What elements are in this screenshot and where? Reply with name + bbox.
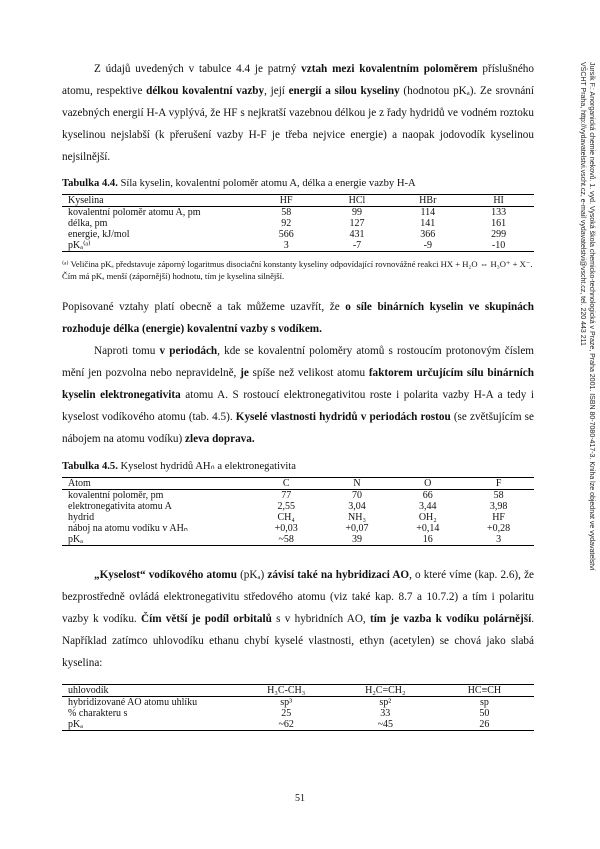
table-cell: 92 [281,218,292,229]
table-cell: ~58 [251,534,322,546]
table-cell: +0,07 [345,523,369,534]
table-cell: 3 [251,240,322,252]
paragraph-binary-acids [62,296,534,340]
table-cell: energie, kJ/mol [68,229,130,240]
table-header-cell: HF [251,195,322,207]
bold-text-run: Čím větší je podíl orbitalů [141,613,272,625]
table-row [62,719,534,731]
table-header-cell: Atom [62,478,251,490]
table-row [62,512,534,523]
table-header-cell: HC≡CH [435,685,534,697]
bold-text-run: „Kyselost“ vodíkového atomu [94,569,237,581]
table-cell: 39 [322,534,393,546]
publisher-sidebar [574,62,596,582]
table-cell: % charakteru s [68,708,128,719]
page-content [62,58,534,731]
table-cell: +0,03 [274,523,298,534]
text-run: Popisované vztahy platí obecně a tak můžeme uzavřít, že [62,301,346,313]
text-run: (se zvětšujícím se nábojem na atomu vodíku) [62,411,535,445]
table-cell: 33 [380,708,391,719]
table-cell: sp [479,697,489,708]
table-row [62,708,534,719]
table-cell: 133 [491,207,507,218]
table-cell: 431 [349,229,365,240]
table-cell: 50 [479,708,490,719]
table-cell: 3,04 [348,501,366,512]
table-cell: CH₄ [277,512,295,523]
table-cell: pKₐ [62,719,237,731]
table-cell: 114 [420,207,436,218]
intro-paragraph [62,58,534,168]
table-cell: 99 [351,207,362,218]
text-run: , kde se kovalentní poloměry atomů s rostoucím protonovým číslem mění jen pozvolna nebo nepravidelně, [62,345,534,379]
table-header-cell: HBr [392,195,463,207]
text-run: , o které víme (kap. 2.6), že bezprostředně ovládá elektronegativitu středového atomu (viz také kap. 8.7 a 10.7.2) a tím i polaritu vazby k vodíku. [62,569,534,625]
page-number: 51 [295,793,305,804]
bold-text-run: zleva doprava. [185,433,255,445]
table-header-cell: uhlovodík [62,685,237,697]
table-cell: OH₂ [418,512,437,523]
table-header-cell: H₂C=CH₂ [336,685,435,697]
table-cell: 66 [422,490,433,501]
table-row [62,229,534,240]
text-run: . Například zatímco uhlovodíku ethanu chybí kyselé vlastnosti, ethyn (acetylen) se chová jako slabá kyselina: [62,613,534,669]
table-cell: sp² [379,697,392,708]
table-cell: 3 [463,534,534,546]
table-cell: 77 [281,490,292,501]
table-row [62,240,534,252]
table-4-4 [62,194,534,252]
table-cell: hydrid [68,512,95,523]
publisher-sidebar-text: Jursík F.: Anorganická chemie nekovů. 1. vyd. Vysoká škola chemicko-technologická v Praze, Praha 2001. ISBN 80-7080-417-3. Kniha lze objednat ve vydavatelství VŠCHT Praha, http://vydavatelstvi.vscht.cz, e-mail vydavatelstvi@vscht.cz, tel. 220 443 211 [579,62,595,571]
table-cell: +0,28 [487,523,511,534]
table-cell: hybridizované AO atomu uhlíku [68,697,198,708]
table-cell: náboj na atomu vodíku v AHₙ [68,523,188,534]
bold-text-run: vztah mezi kovalentním poloměrem [301,63,478,75]
text-run: Z údajů uvedených v tabulce 4.4 je patrný [94,63,302,75]
table-cell: -10 [463,240,534,252]
text-run: atomu A. S rostoucí elektronegativitou roste i polarita vazby H-A a tedy i kyselost vodíkového atomu (tab. 4.5). [62,389,535,423]
table-cell: 58 [493,490,504,501]
table-row [62,534,534,546]
table-header-cell: C [251,478,322,490]
table-header-cell: H₃C-CH₃ [237,685,336,697]
table-cell: -9 [392,240,463,252]
caption-text: Síla kyselin, kovalentní poloměr atomu A, délka a energie vazby H-A [117,178,416,189]
text-run: spíše než velikost atomu [248,367,369,379]
table-4-4-caption [62,178,534,189]
table-cell: délka, pm [68,218,108,229]
paragraph-periods [62,340,534,450]
table-header-cell: F [463,478,534,490]
table-cell: 70 [351,490,362,501]
bold-text-run: v periodách [159,345,218,357]
table-cell: 25 [281,708,292,719]
table-cell: 566 [278,229,294,240]
table-cell: pKₐ⁽ᵃ⁾ [62,240,251,252]
table-row [62,490,534,502]
table-cell: 26 [435,719,534,731]
table-header-cell: O [392,478,463,490]
text-run: Naproti tomu [94,345,160,357]
table-cell: ~45 [336,719,435,731]
bold-text-run: energií a silou kyseliny [288,85,400,97]
table-cell: 141 [420,218,436,229]
text-run: (hodnotou pKₐ). Ze srovnání vazebných energií H-A vyplývá, že HF s nejkratší vazebnou délkou je z řady hydridů ve vodném roztoku kyselinou nejslabší (k přerušení vazby H-F je třeba nejvice energie) a naopak jodovodík kyselinou nejsilnější. [62,85,535,163]
table-row [62,501,534,512]
table-cell: kovalentní poloměr atomu A, pm [68,207,201,218]
table-cell: 16 [392,534,463,546]
table-header-cell: HCl [322,195,393,207]
bold-text-run: faktorem určujícím sílu binárních kyselin elektronegativita [62,367,534,401]
bold-text-run: délkou kovalentní vazby [146,85,265,97]
table-header-cell: Kyselina [62,195,251,207]
caption-text: Kyselost hydridů AHₙ a elektronegativita [117,461,296,472]
table-row [62,697,534,709]
table-cell: +0,14 [416,523,440,534]
table-cell: 299 [491,229,507,240]
table-hydrocarbons [62,684,534,731]
bold-text-run: závisí také na hybridizaci AO [267,569,410,581]
table-4-5-caption [62,460,534,472]
table-4-4-footnote: ⁽ᵃ⁾ Veličina pKₐ představuje záporný logaritmus disociační konstanty kyseliny odpovídající rovnovážné reakci HX + H₂O ⇔ H₃O⁺ + X⁻. Čím má pKₐ menší (zápornější) hodnotu, tím je kyselina silnější. [62,259,533,281]
table-cell: 3,98 [489,501,508,512]
bold-text-run: o síle binárních kyselin ve skupinách rozhoduje délka (energie) kovalentní vazby s vodíkem. [62,301,534,335]
table-cell: elektronegativita atomu A [68,501,172,512]
table-cell: 58 [281,207,292,218]
table-cell: NH₃ [348,512,366,523]
table-cell: 2,55 [277,501,295,512]
text-run: (pKₐ) [236,569,268,581]
caption-label: Tabulka 4.4. [62,178,118,189]
table-row [62,207,534,219]
table-cell: 161 [491,218,507,229]
text-run: s v hybridních AO, [271,613,370,625]
table-cell: 366 [420,229,436,240]
table-cell: 3,44 [419,501,437,512]
table-cell: -7 [322,240,393,252]
table-header-cell: HI [463,195,534,207]
table-row [62,523,534,534]
table-header-cell: N [322,478,393,490]
table-cell: kovalentní poloměr, pm [68,490,164,501]
table-cell: pKₐ [62,534,251,546]
bold-text-run: Kyselé vlastnosti hydridů v periodách rostou [235,411,451,423]
table-cell: ~62 [237,719,336,731]
table-header-row [62,195,534,207]
table-cell: 127 [349,218,365,229]
caption-label: Tabulka 4.5. [62,461,118,472]
text-run: , její [264,85,289,97]
table-cell: sp³ [280,697,293,708]
table-row [62,218,534,229]
bold-text-run: je [240,367,249,379]
table-cell: HF [492,512,505,523]
table-header-row [62,685,534,697]
paragraph-hybridization [62,564,534,674]
bold-text-run: tím je vazba k vodíku polárnější [369,613,532,625]
table-4-5 [62,477,534,546]
table-header-row [62,478,534,490]
text-run: příslušného atomu, respektive [62,63,534,97]
